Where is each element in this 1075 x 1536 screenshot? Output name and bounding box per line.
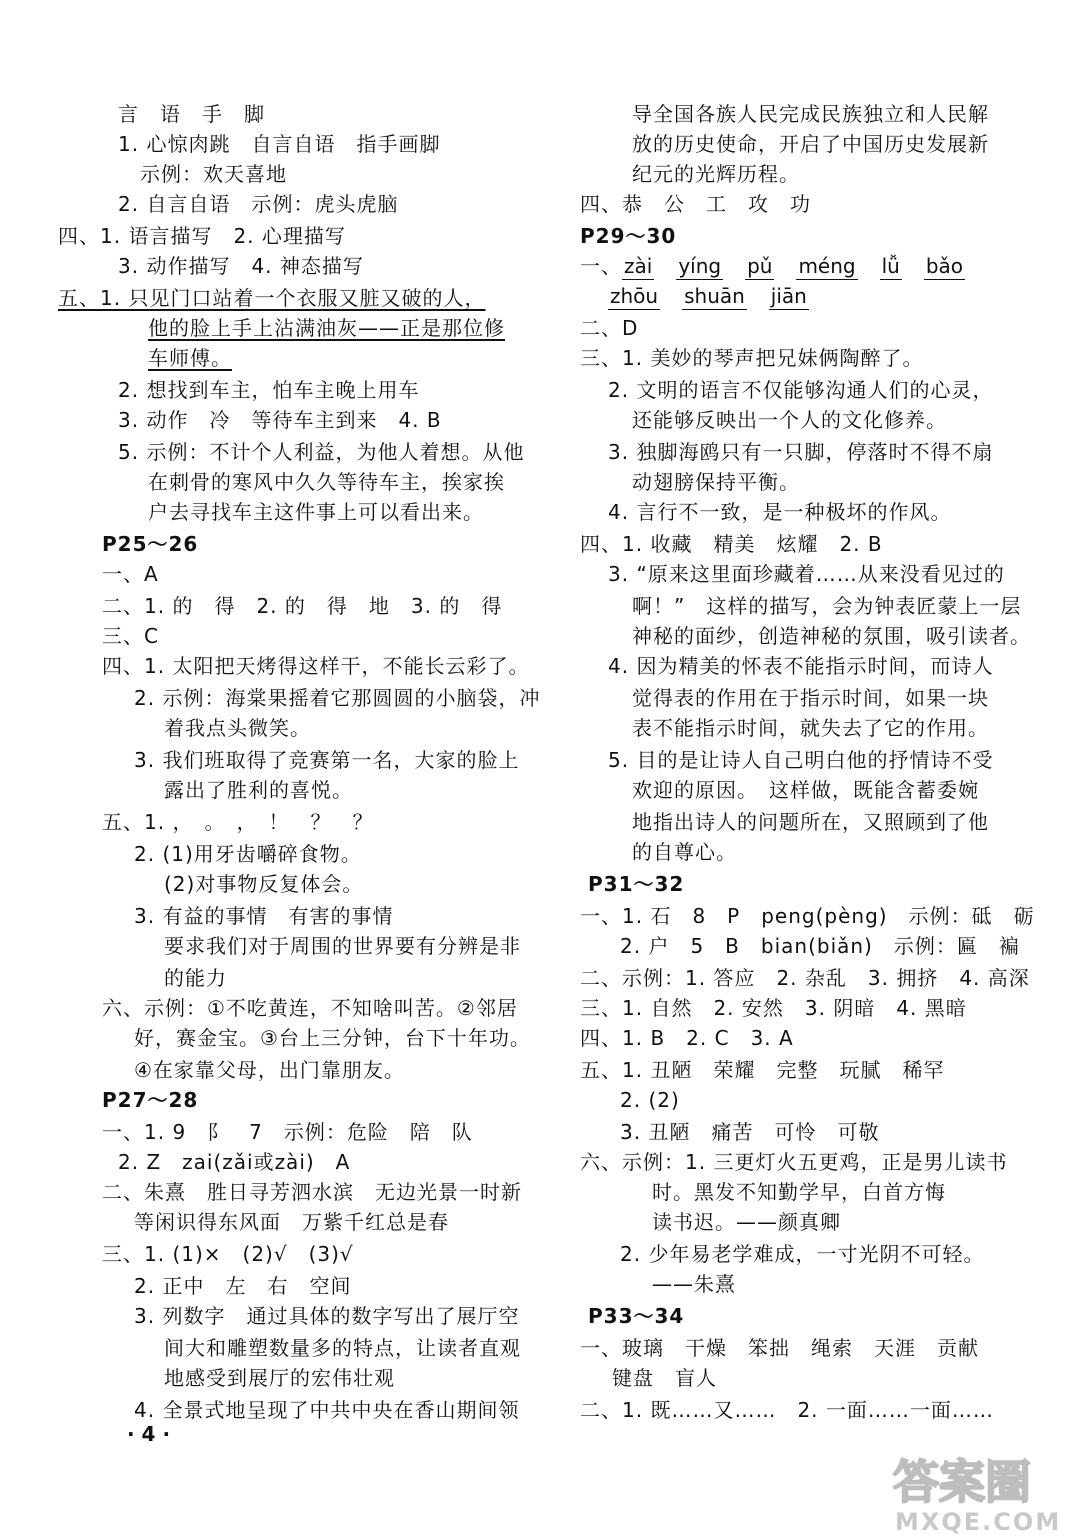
line-text: 地感受到展厅的宏伟壮观 [164,1366,395,1390]
line-text: 的能力 [164,966,227,990]
right-line [632,130,989,158]
line-text: 露出了胜利的喜悦。 [164,778,353,802]
left-line [134,1396,519,1424]
line-text: 3. 动作 冷 等待车主到来 4. B [118,408,442,432]
left-line [102,652,529,680]
line-text: 二、D [580,316,639,340]
line-text: 三、1. (1)× (2)√ (3)√ [102,1242,354,1266]
right-line [580,1024,794,1052]
left-line [118,1148,350,1176]
left-line [102,808,373,836]
pinyin-word: jiān [770,284,807,308]
right-line [652,1178,946,1206]
line-text: 啊！” 这样的描写，会为钟表匠蒙上一层 [632,594,1022,618]
line-text: 导全国各族人民完成民族独立和人民解 [632,102,989,126]
right-line [632,838,737,866]
line-text: 5. 示例：不计个人利益，为他人着想。从他 [118,440,525,464]
right-line [580,994,967,1022]
line-text: 着我点头微笑。 [164,716,311,740]
line-text: 欢迎的原因。 这样做，既能含蓄委婉 [632,778,979,802]
left-line [58,222,346,250]
left-line [148,498,484,526]
left-line [134,1302,519,1330]
line-text: 3. 动作描写 4. 神态描写 [118,254,364,278]
left-line [164,870,363,898]
pinyin-word: zhōu [610,284,659,308]
line-text: 还能够反映出一个人的文化修养。 [632,408,947,432]
svg-text:答案圈: 答案圈 [893,1455,1031,1509]
right-line [580,1334,979,1362]
right-line [580,252,987,280]
right-line [608,282,831,310]
line-text: 六、示例：①不吃黄连，不知啥叫苦。②邻居 [102,996,518,1020]
left-line [148,344,232,372]
line-text: 车师傅。 [148,346,232,370]
left-line [134,840,362,868]
left-line [148,314,505,342]
right-line [588,1302,684,1330]
line-text: 4. 因为精美的怀表不能指示时间，而诗人 [608,654,994,678]
right-line [580,530,883,558]
left-line [164,776,353,804]
left-line [118,252,364,280]
line-text: 觉得表的作用在于指示时间，如果一块 [632,686,989,710]
line-text: 3. 丑陋 痛苦 可怜 可敬 [620,1120,880,1144]
line-text: 四、1. B 2. C 3. A [580,1026,794,1050]
left-line [58,284,485,312]
line-text: 一、1. 石 8 P peng(pèng) 示例：砥 砺 [580,904,1035,928]
line-text: 键盘 盲人 [612,1366,717,1390]
left-line [164,1334,521,1362]
line-text: (2)对事物反复体会。 [164,872,364,896]
line-text: 四、1. 太阳把天烤得这样干，不能长云彩了。 [102,654,530,678]
pinyin-word: bǎo [925,254,964,278]
line-text: 二、1. 的 得 2. 的 得 地 3. 的 得 [102,594,503,618]
right-line [608,498,951,526]
right-line [608,746,993,774]
line-text: 户去寻找车主这件事上可以看出来。 [148,500,484,524]
line-text: 三、C [102,624,159,648]
pinyin-word: zài [624,254,653,278]
left-line [134,684,540,712]
right-line [620,1118,879,1146]
line-text: 地指出诗人的问题所在，又照顾到了他 [632,810,989,834]
line-text: 3. 我们班取得了竞赛第一名，大家的脸上 [134,748,520,772]
right-line [608,438,993,466]
line-text: 纪元的光辉历程。 [632,162,800,186]
page-number: · 4 · [127,1422,171,1446]
line-text: 读书迟。——颜真卿 [652,1210,841,1234]
right-line [580,314,638,342]
right-line [580,1056,944,1084]
left-line [102,560,159,588]
line-text: 2. 户 5 B bian(biǎn) 示例：匾 褊 [620,934,1020,958]
line-text: 等闲识得东风面 万紫千红总是春 [134,1210,449,1234]
right-line [608,376,993,404]
line-text: 五、1. 丑陋 荣耀 完整 玩腻 稀罕 [580,1058,945,1082]
line-text: 2. 少年易老学难成，一寸光阴不可轻。 [620,1242,985,1266]
right-line [580,1148,1007,1176]
line-text: 4. 言行不一致，是一种极坏的作风。 [608,500,952,524]
line-text: 2. 正中 左 右 空间 [134,1274,352,1298]
line-text: 3. 独脚海鸥只有一只脚，停落时不得不扇 [608,440,994,464]
left-line [118,130,440,158]
left-line [102,1118,473,1146]
left-line [102,1240,354,1268]
line-text: 动翅膀保持平衡。 [632,470,800,494]
line-text: 一、1. 9 阝 7 示例：危险 陪 队 [102,1120,473,1144]
pinyin-group [622,254,987,278]
line-text: 他的脸上手上沾满油灰——正是那位修 [148,316,505,340]
right-line [632,160,800,188]
line-text: 5. 目的是让诗人自己明白他的抒情诗不受 [608,748,994,772]
left-line [134,1024,531,1052]
right-line [608,652,993,680]
right-line [632,776,979,804]
pinyin-word: lǚ [881,254,900,278]
left-line [118,376,419,404]
pinyin-group [608,284,831,308]
left-line [118,406,442,434]
watermark [885,1450,1075,1536]
line-text: 放的历史使命，开启了中国历史发展新 [632,132,989,156]
right-line [632,808,989,836]
line-text: ——朱熹 [652,1272,736,1296]
line-text: 的自尊心。 [632,840,737,864]
left-line [118,100,265,128]
left-line [148,468,505,496]
line-text: 四、1. 语言描写 2. 心理描写 [58,224,346,248]
line-text: 四、恭 公 工 攻 功 [580,192,811,216]
watermark-url: MXQE.COM [895,1508,1062,1536]
right-line [620,1086,680,1114]
line-text: 在刺骨的寒风中久久等待车主，挨家挨 [148,470,505,494]
line-text: 2. (2) [620,1088,680,1112]
left-line [140,160,287,188]
line-text: 2. 想找到车主，怕车主晚上用车 [118,378,420,402]
line-text: P29～30 [580,224,677,248]
right-line [580,190,811,218]
line-text: P33～34 [588,1304,685,1328]
left-line [134,1208,449,1236]
left-line [164,714,311,742]
right-line [580,222,676,250]
left-line [102,592,502,620]
line-text: 四、1. 收藏 精美 炫耀 2. B [580,532,883,556]
line-text: 五、1. ， 。 ， ！ ？ ？ [102,810,374,834]
left-line [134,746,519,774]
line-text: 间大和雕塑数量多的特点，让读者直观 [164,1336,521,1360]
right-line [632,468,800,496]
line-text: 二、示例：1. 答应 2. 杂乱 3. 拥挤 4. 高深 [580,966,1030,990]
right-line [620,932,1020,960]
left-line [118,190,398,218]
line-text: 2. 自言自语 示例：虎头虎脑 [118,192,399,216]
line-text: 三、1. 自然 2. 安然 3. 阴暗 4. 黑暗 [580,996,967,1020]
line-text: 要求我们对于周围的世界要有分辨是非 [164,934,521,958]
line-text: 3. “原来这里面珍藏着……从来没看见过的 [608,562,1005,586]
right-line [632,406,947,434]
line-text: 2. 示例：海棠果摇着它那圆圆的小脑袋，冲 [134,686,541,710]
line-text: 五、1. 只见门口站着一个衣服又脏又破的人， [58,286,486,310]
right-line [652,1270,736,1298]
line-text: 1. 心惊肉跳 自言自语 指手画脚 [118,132,441,156]
line-text: 4. 全景式地呈现了中共中央在香山期间领 [134,1398,520,1422]
right-line [580,344,923,372]
line-text: 3. 有益的事情 有害的事情 [134,904,394,928]
right-line [580,902,1035,930]
right-line [620,1240,984,1268]
line-text: 神秘的面纱，创造神秘的氛围，吸引读者。 [632,624,1031,648]
pinyin-word: méng [798,254,856,278]
line-text: P27～28 [102,1088,199,1112]
line-text: 言 语 手 脚 [118,102,265,126]
left-line [102,622,159,650]
right-line [632,592,1021,620]
line-text: 一、A [102,562,159,586]
left-line [102,994,518,1022]
left-line [164,932,521,960]
right-line [580,964,1030,992]
right-line [652,1208,841,1236]
watermark-logo-icon [885,1450,1075,1510]
line-text: 二、1. 既……又…… 2. 一面……一面…… [580,1398,994,1422]
line-text: 一、 [580,254,622,278]
right-line [632,684,989,712]
left-line [102,1086,198,1114]
left-line [134,1056,405,1084]
line-text: 示例：欢天喜地 [140,162,287,186]
right-line [608,560,1005,588]
left-line [164,964,227,992]
left-line [134,902,393,930]
left-line [134,1272,351,1300]
left-line [102,1178,522,1206]
pinyin-word: shuān [684,284,745,308]
pinyin-word: yíng [678,254,722,278]
line-text: 二、朱熹 胜日寻芳泗水滨 无边光景一时新 [102,1180,522,1204]
line-text: P31～32 [588,872,685,896]
line-text: 2. (1)用牙齿嚼碎食物。 [134,842,362,866]
right-line [632,100,989,128]
line-text: 3. 列数字 通过具体的数字写出了展厅空 [134,1304,520,1328]
right-line [580,1396,994,1424]
right-line [632,714,989,742]
right-line [632,622,1031,650]
left-line [118,438,524,466]
right-line [612,1364,717,1392]
line-text: P25～26 [102,532,199,556]
pinyin-word: pǔ [747,254,773,278]
line-text: 表不能指示时间，就失去了它的作用。 [632,716,989,740]
line-text: 好，赛金宝。③台上三分钟，台下十年功。 [134,1026,531,1050]
line-text: 2. 文明的语言不仅能够沟通人们的心灵， [608,378,994,402]
line-text: ④在家靠父母，出门靠朋友。 [134,1058,405,1082]
line-text: 一、玻璃 干燥 笨拙 绳索 天涯 贡献 [580,1336,979,1360]
line-text: 时。黑发不知勤学早，白首方悔 [652,1180,946,1204]
line-text: 六、示例：1. 三更灯火五更鸡，正是男儿读书 [580,1150,1008,1174]
line-text: 三、1. 美妙的琴声把兄妹俩陶醉了。 [580,346,924,370]
left-line [102,530,198,558]
line-text: 2. Z zai(zǎi或zài) A [118,1150,351,1174]
right-line [588,870,684,898]
left-line [164,1364,395,1392]
